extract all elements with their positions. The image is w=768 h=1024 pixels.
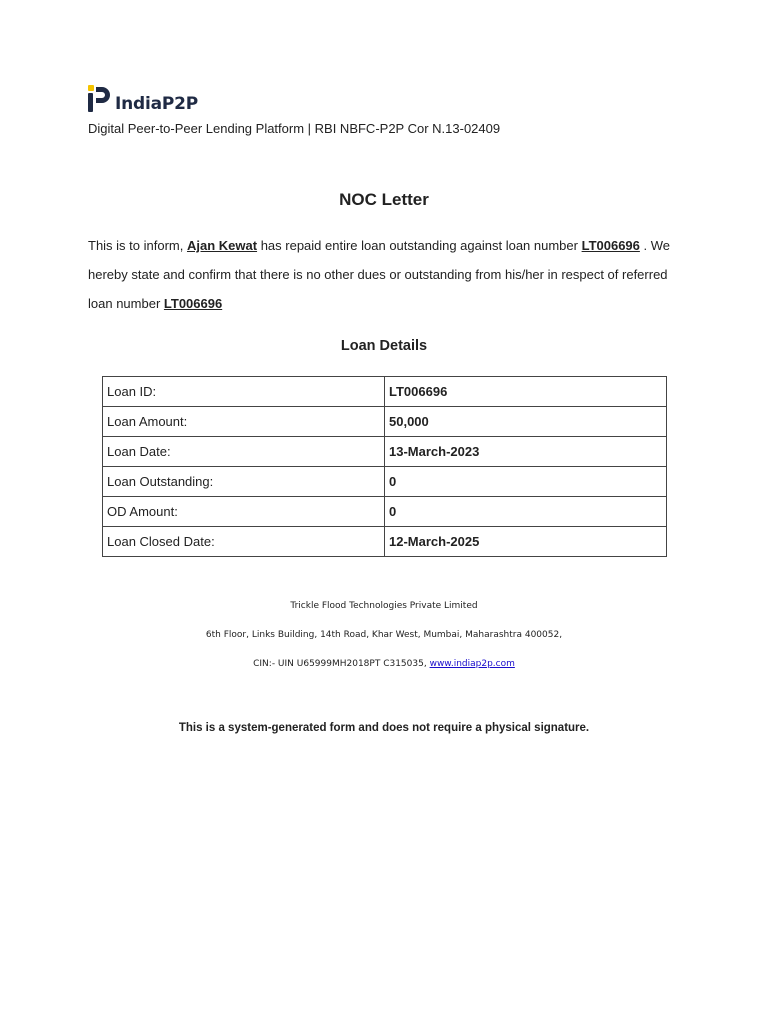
intro-middle: has repaid entire loan outstanding against loan number xyxy=(260,238,578,253)
footer-address: 6th Floor, Links Building, 14th Road, Khar West, Mumbai, Maharashtra 400052, xyxy=(205,630,563,640)
table-row xyxy=(103,407,667,437)
intro-suffix: . We hereby state and confirm that there is no other dues or outstanding from his/her in respect of referred loan number xyxy=(88,238,671,311)
row-value: 12-March-2025 xyxy=(385,527,667,557)
disclaimer: This is a system-generated form and does not require a physical signature. xyxy=(178,722,590,734)
row-value: 13-March-2023 xyxy=(385,437,667,467)
row-value: 50,000 xyxy=(385,407,667,437)
website-link[interactable]: www.indiap2p.com xyxy=(429,659,515,669)
footer-cin-line xyxy=(0,659,768,669)
indiap2p-logo-icon xyxy=(87,84,113,114)
row-label: Loan ID: xyxy=(103,377,385,407)
letter-body xyxy=(88,231,688,318)
loan-details-table xyxy=(102,376,667,557)
brand-logo xyxy=(87,82,198,114)
table-row xyxy=(103,467,667,497)
table-row xyxy=(103,377,667,407)
row-label: Loan Closed Date: xyxy=(103,527,385,557)
row-label: Loan Amount: xyxy=(103,407,385,437)
table-row xyxy=(103,497,667,527)
tagline: Digital Peer-to-Peer Lending Platform | RBI NBFC-P2P Cor N.13-02409 xyxy=(88,121,501,136)
footer-company: Trickle Flood Technologies Private Limited xyxy=(290,601,478,611)
brand-name: IndiaP2P xyxy=(115,94,199,114)
row-label: OD Amount: xyxy=(103,497,385,527)
borrower-name: Ajan Kewat xyxy=(186,238,258,253)
footer-cin: CIN:- UIN U65999MH2018PT C315035, xyxy=(253,659,427,669)
loan-number: LT006696 xyxy=(581,238,640,253)
intro-prefix: This is to inform, xyxy=(88,238,184,253)
row-value: LT006696 xyxy=(385,377,667,407)
row-label: Loan Date: xyxy=(103,437,385,467)
loan-details-title: Loan Details xyxy=(340,338,428,354)
page-title: NOC Letter xyxy=(339,190,429,209)
row-value: 0 xyxy=(385,497,667,527)
table-row xyxy=(103,437,667,467)
row-value: 0 xyxy=(385,467,667,497)
row-label: Loan Outstanding: xyxy=(103,467,385,497)
table-row xyxy=(103,527,667,557)
loan-number-repeat: LT006696 xyxy=(163,296,223,311)
